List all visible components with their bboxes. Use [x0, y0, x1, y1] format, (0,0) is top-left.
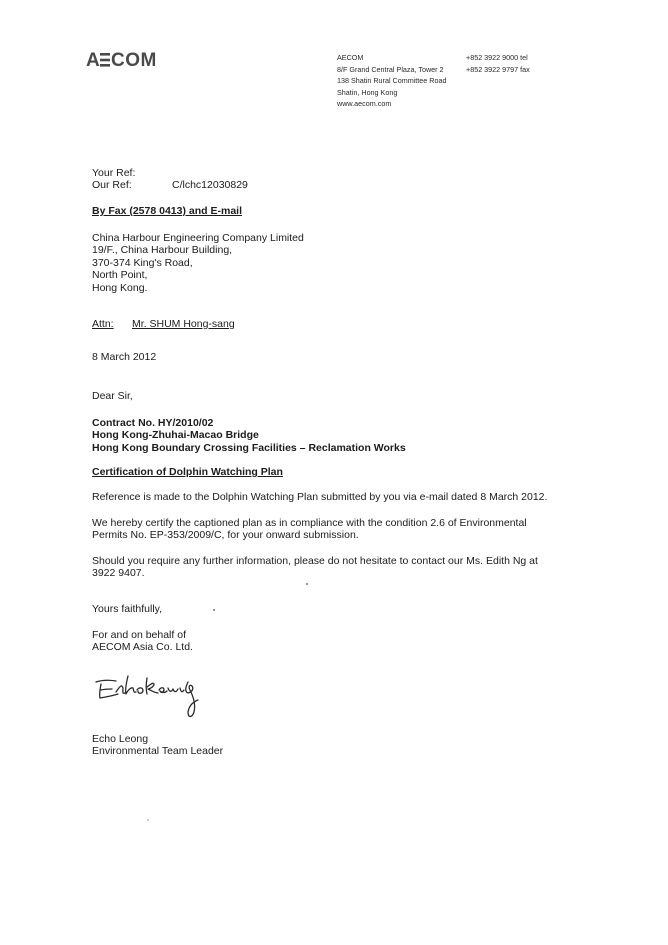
website-link[interactable]: www.aecom.com — [337, 99, 392, 109]
svg-text:COM: COM — [111, 50, 156, 70]
subject-line: Contract No. HY/2010/02 — [92, 417, 214, 429]
signatory-name: Echo Leong — [92, 733, 149, 745]
recipient-line: 19/F., China Harbour Building, — [92, 244, 233, 257]
our-ref-value: C/lchc12030829 — [172, 179, 248, 192]
letter-date: 8 March 2012 — [92, 351, 157, 363]
company-contact — [466, 52, 530, 75]
behalf-block — [92, 629, 193, 654]
signatory-block — [92, 733, 223, 758]
salutation: Dear Sir, — [92, 390, 133, 402]
body-paragraph: We hereby certify the captioned plan as in compliance with the condition 2.6 of Environmental Permits No. EP-353/2009/C, for your onward submission. — [92, 517, 527, 542]
attn-label: Attn: — [92, 318, 114, 330]
behalf-line: For and on behalf of — [92, 629, 186, 641]
attention-line — [92, 318, 235, 330]
recipient-line: 370-374 King's Road, — [92, 256, 193, 269]
subject-line: Hong Kong-Zhuhai-Macao Bridge — [92, 429, 259, 442]
your-ref-label: Your Ref: — [92, 167, 136, 179]
delivery-method: By Fax (2578 0413) and E-mail — [92, 205, 242, 217]
address-line: Shatin, Hong Kong — [337, 87, 398, 97]
phone-number: +852 3922 9000 tel — [466, 53, 528, 62]
scan-speck — [213, 609, 215, 611]
company-logo — [86, 50, 156, 76]
recipient-line: China Harbour Engineering Company Limited — [92, 232, 304, 244]
subject-line: Hong Kong Boundary Crossing Facilities – Reclamation Works — [92, 441, 406, 454]
address-line: AECOM — [337, 53, 364, 62]
address-line: 138 Shatin Rural Committee Road — [337, 76, 447, 86]
address-line: 8/F Grand Central Plaza, Tower 2 — [337, 64, 444, 74]
scan-speck — [306, 583, 308, 585]
recipient-line: Hong Kong. — [92, 281, 148, 294]
handwritten-signature — [92, 672, 222, 727]
body-paragraph: Should you require any further information, please do not hesitate to contact our Ms. Edith Ng at 3922 9407. — [92, 555, 538, 580]
attn-name: Mr. SHUM Hong-sang — [132, 318, 235, 330]
company-address — [337, 52, 446, 110]
fax-number: +852 3922 9797 fax — [466, 64, 530, 74]
body-paragraph: Reference is made to the Dolphin Watching Plan submitted by you via e-mail dated 8 March 2012. — [92, 491, 548, 503]
reference-block — [92, 167, 248, 192]
closing: Yours faithfully, — [92, 603, 163, 615]
recipient-address — [92, 232, 304, 294]
svg-text:A: A — [86, 50, 101, 70]
letter-heading: Certification of Dolphin Watching Plan — [92, 466, 283, 478]
signature-image — [92, 672, 222, 722]
subject-block — [92, 417, 406, 454]
scan-speck — [147, 819, 149, 821]
our-ref-label: Our Ref: — [92, 179, 132, 192]
behalf-line: AECOM Asia Co. Ltd. — [92, 641, 193, 654]
signatory-title: Environmental Team Leader — [92, 745, 224, 758]
recipient-line: North Point, — [92, 269, 148, 282]
aecom-logo-mark — [86, 50, 156, 70]
